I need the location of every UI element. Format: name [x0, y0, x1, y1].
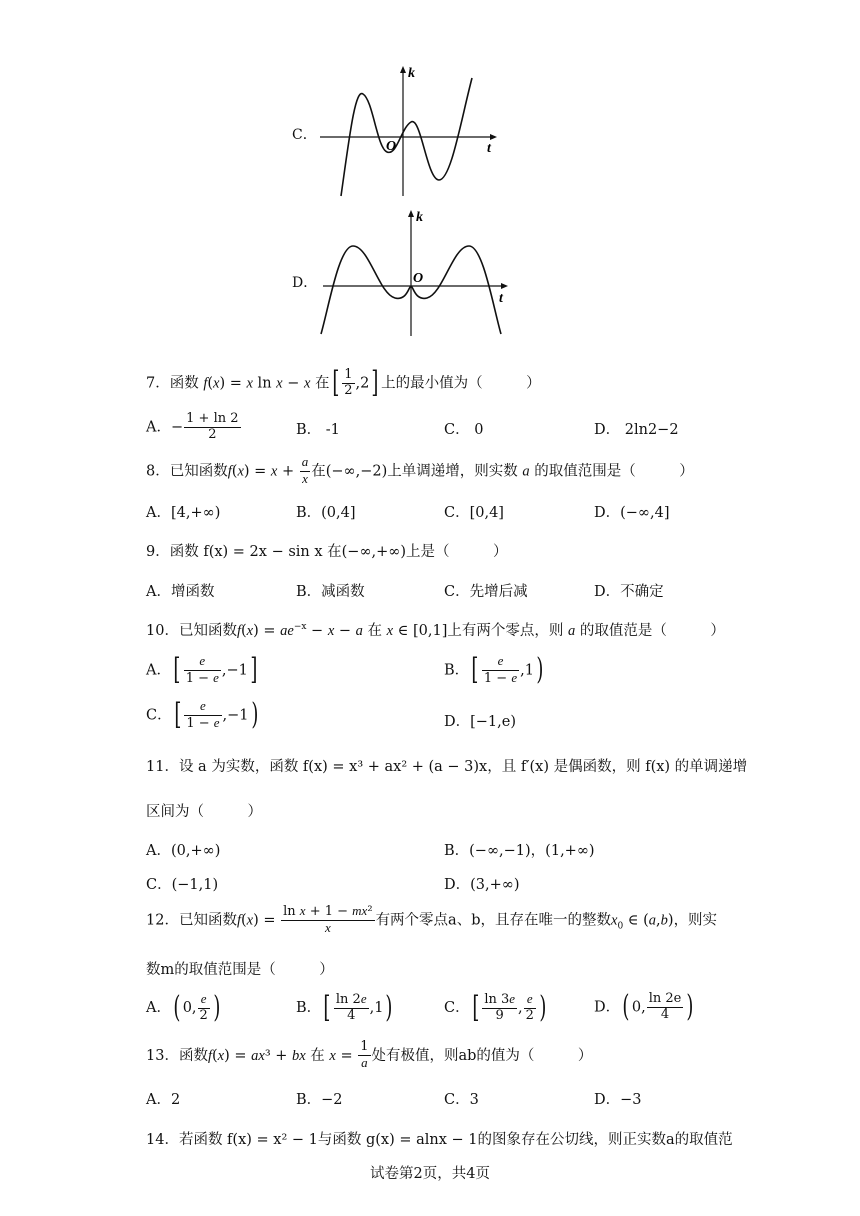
graph-d-label: D．	[292, 275, 318, 291]
q7-b-label: B．	[296, 422, 322, 438]
question-12-line1: 12．已知函数f(x) = $\frac{\text{ln x + 1 − mx²}}{x}$ 有两个零点a、b，且存在唯一的整数$x_0$ ∈ (a,b)，则实	[146, 903, 718, 935]
q13-num: 13．	[146, 1047, 179, 1064]
q9-option-c[interactable]: C．先增后减	[444, 584, 528, 600]
q8-post: 的取值范围是（ ）	[534, 463, 694, 480]
q10-option-a[interactable]: A．[ $\frac{e}{1 - e}$ ,−1]	[146, 652, 258, 688]
graph-d-o: O	[413, 271, 424, 286]
graph-d	[315, 206, 515, 342]
graph-d-t: t	[499, 291, 503, 306]
q10-num: 10．	[146, 623, 179, 639]
q13-option-a[interactable]: A．2	[146, 1092, 181, 1108]
graph-c-k: k	[408, 66, 415, 81]
q10-option-d[interactable]: D．[−1,e)	[444, 714, 517, 730]
q7-option-c[interactable]	[444, 418, 483, 439]
q12-num: 12．	[146, 912, 179, 929]
q7-mid: 在	[315, 375, 330, 392]
q10-post: 的取值范是（ ）	[579, 623, 725, 639]
q7-option-b[interactable]	[296, 418, 340, 439]
q7-d-value: 2ln2−2	[624, 422, 679, 438]
q13-pre: 函数	[178, 1047, 208, 1064]
q7-option-a[interactable]: A．− $\frac{1 + \ln 2}{2}$	[146, 411, 239, 442]
q11-option-d[interactable]: D．(3,+∞)	[444, 877, 520, 893]
q7-f: f	[203, 375, 208, 392]
q11-option-b[interactable]: B．(−∞,−1)，(1,+∞)	[444, 843, 595, 859]
question-9: 9．函数 f(x) = 2x − sin x 在(−∞,+∞)上是（ ）	[146, 544, 508, 560]
q13-mid: 在	[310, 1047, 325, 1064]
q13-option-c[interactable]: C．3	[444, 1092, 479, 1108]
q12-pre: 已知函数	[178, 912, 237, 929]
graph-c	[315, 60, 505, 200]
q12-option-a[interactable]: A．( 0, $\frac{e}{2}$ )	[146, 989, 221, 1025]
question-8: 8．已知函数f(x) = x + $\frac{a}{x}$ 在(−∞,−2)上单调递增，则实数 a 的取值范围是（ ）	[146, 454, 694, 486]
question-14: 14．若函数 f(x) = x² − 1与函数 g(x) = alnx − 1的图象存在公切线，则正实数a的取值范	[146, 1132, 733, 1148]
q7-x: x	[213, 375, 220, 392]
q10-b-label: B．	[444, 662, 470, 679]
q10-pre: 已知函数	[178, 623, 237, 639]
graph-c-o: O	[386, 139, 397, 154]
q10-c-label: C．	[146, 707, 172, 724]
q13-option-b[interactable]: B．−2	[296, 1092, 343, 1108]
q8-num: 8．	[146, 463, 170, 480]
question-10: 10．已知函数$f(x) = ae^{-x} - x - a$ 在 x ∈ [0,1]上有两个零点，则 a 的取值范是（ ）	[146, 622, 725, 639]
q12-option-c[interactable]: C．[ $\frac{\ln 3e}{9}$ , $\frac{e}{2}$ )	[444, 989, 547, 1025]
q12-post: ，则实	[673, 912, 718, 929]
q11-option-a[interactable]: A．(0,+∞)	[146, 843, 221, 859]
q10-option-c[interactable]: C．[ $\frac{e}{1 - e}$ ,−1)	[146, 697, 258, 733]
q11-option-c[interactable]: C．(−1,1)	[146, 877, 219, 893]
q7-num: 7．	[146, 375, 170, 392]
q13-option-d[interactable]: D．−3	[594, 1092, 642, 1108]
q8-option-c[interactable]: C．[0,4]	[444, 505, 504, 521]
q12-option-b[interactable]: B．[ $\frac{\ln 2e}{4}$ ,1)	[296, 989, 393, 1025]
q8-option-a[interactable]: A．[4,+∞)	[146, 505, 221, 521]
graph-d-k: k	[416, 210, 423, 225]
q12-c-label: C．	[444, 999, 470, 1016]
question-12-line2: 数m的取值范围是（ ）	[146, 962, 334, 978]
q12-b-label: B．	[296, 999, 322, 1016]
q12-a-label: A．	[146, 999, 171, 1016]
q10-option-b[interactable]: B．[ $\frac{e}{1 - e}$ ,1)	[444, 652, 544, 688]
q8-pre: 已知函数	[169, 463, 228, 480]
q10-a-label: A．	[146, 662, 171, 679]
page-footer: 试卷第2页，共4页	[370, 1166, 490, 1182]
q8-mid: 在(−∞,−2)上单调递增，则实数	[311, 463, 518, 480]
question-13: 13．函数f(x) = ax³ + bx 在 x = $\frac{1}{a}$ 处有极值，则ab的值为（ ）	[146, 1039, 593, 1070]
q12-d-label: D．	[594, 999, 621, 1016]
q9-option-d[interactable]: D．不确定	[594, 584, 664, 600]
q10-mid2: 上有两个零点，则	[447, 623, 564, 639]
q12-mid: 有两个零点a、b，且存在唯一的整数	[375, 912, 611, 929]
question-11-line2: 区间为（ ）	[146, 804, 262, 820]
q9-option-a[interactable]: A．增函数	[146, 584, 215, 600]
question-7: 7．函数 f(x) = x ln x − x 在[ $\frac{1}{2}$ ,2] 上的最小值为（ ）	[146, 365, 541, 401]
q7-pre: 函数	[169, 375, 199, 392]
q12-option-d[interactable]: D．( 0, $\frac{\ln 2e}{4}$ )	[594, 989, 694, 1025]
q7-b-value: -1	[325, 422, 340, 438]
q7-c-label: C．	[444, 422, 470, 438]
q7-a-label: A．	[146, 419, 171, 436]
q8-option-b[interactable]: B．(0,4]	[296, 505, 356, 521]
q13-post: 处有极值，则ab的值为（ ）	[371, 1047, 593, 1064]
q7-post: 上的最小值为（ ）	[381, 375, 541, 392]
question-11-line1: 11．设 a 为实数，函数 f(x) = x³ + ax² + (a − 3)x，且 f′(x) 是偶函数，则 f(x) 的单调递增	[146, 759, 748, 775]
q8-a: a	[522, 463, 530, 480]
q8-option-d[interactable]: D．(−∞,4]	[594, 505, 670, 521]
q10-mid: 在	[367, 623, 382, 639]
graph-c-t: t	[487, 141, 491, 156]
q7-d-label: D．	[594, 422, 621, 438]
q7-c-value: 0	[474, 422, 484, 438]
q7-option-d[interactable]	[594, 418, 679, 439]
graph-c-label: C．	[292, 127, 317, 143]
q9-option-b[interactable]: B．减函数	[296, 584, 365, 600]
